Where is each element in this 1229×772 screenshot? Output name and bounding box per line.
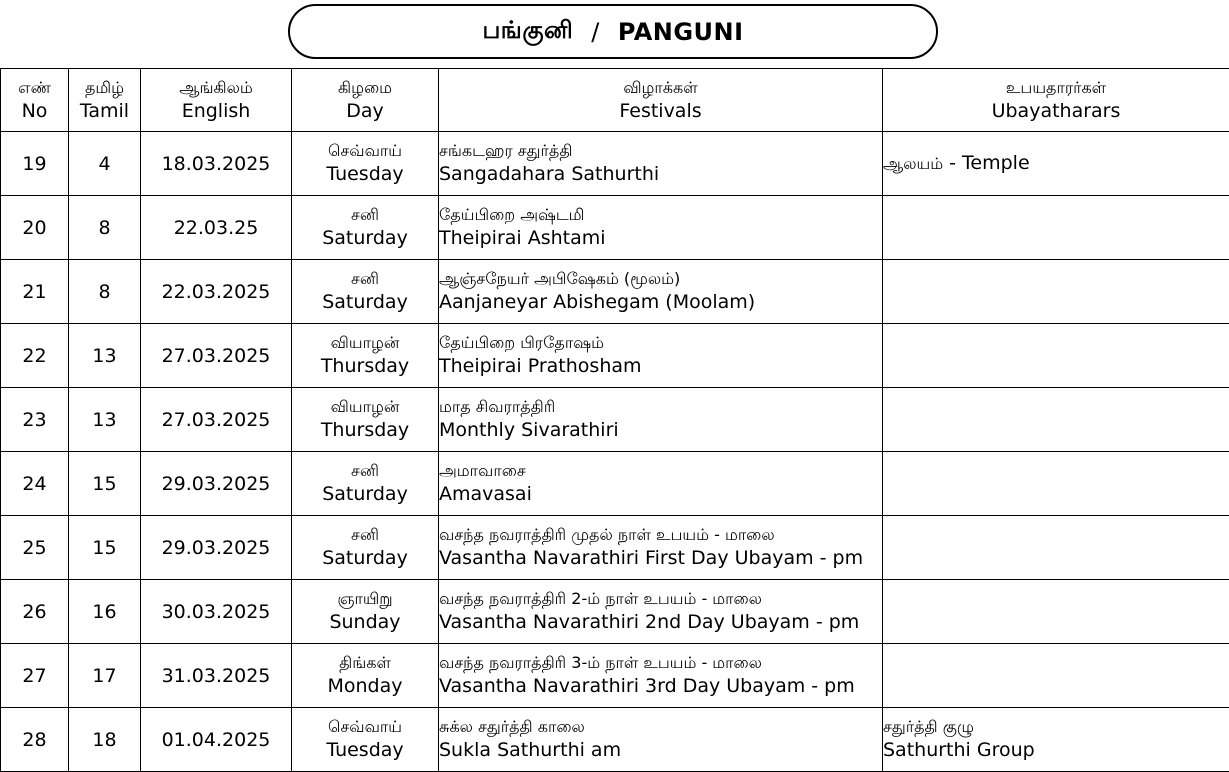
cell-no: 25 bbox=[1, 516, 69, 580]
cell-english-date: 27.03.2025 bbox=[141, 324, 292, 388]
cell-festival bbox=[439, 708, 883, 772]
ubayatharar-english: Sathurthi Group bbox=[883, 739, 1035, 761]
festival-schedule-table bbox=[0, 68, 1229, 772]
day-tamil: வியாழன் bbox=[330, 397, 400, 416]
cell-ubayatharar bbox=[883, 516, 1229, 580]
header-ubayatharars-english: Ubayatharars bbox=[991, 99, 1121, 122]
cell-no: 19 bbox=[1, 132, 69, 196]
festival-english: Vasantha Navarathiri First Day Ubayam - pm bbox=[439, 547, 864, 569]
cell-tamil-date: 18 bbox=[69, 708, 141, 772]
header-day-english: Day bbox=[346, 99, 384, 122]
cell-no: 27 bbox=[1, 644, 69, 708]
table-row bbox=[1, 644, 1229, 708]
ubayatharar-english: Temple bbox=[962, 152, 1030, 174]
table-row bbox=[1, 516, 1229, 580]
festival-english: Aanjaneyar Abishegam (Moolam) bbox=[439, 291, 756, 313]
cell-english-date: 27.03.2025 bbox=[141, 388, 292, 452]
title-english: PANGUNI bbox=[617, 17, 744, 46]
cell-festival bbox=[439, 260, 883, 324]
header-row bbox=[1, 69, 1229, 132]
cell-festival bbox=[439, 388, 883, 452]
day-english: Sunday bbox=[329, 611, 401, 633]
cell-no: 21 bbox=[1, 260, 69, 324]
festival-tamil: வசந்த நவராத்திரி 3-ம் நாள் உபயம் - மாலை bbox=[439, 653, 762, 672]
ubayatharar-line bbox=[883, 152, 1030, 174]
cell-ubayatharar bbox=[883, 708, 1229, 772]
day-english: Saturday bbox=[322, 547, 408, 569]
cell-festival bbox=[439, 324, 883, 388]
day-english: Thursday bbox=[320, 419, 410, 441]
festival-tamil: சங்கடஹர சதுர்த்தி bbox=[439, 141, 573, 160]
festival-english: Monthly Sivarathiri bbox=[439, 419, 619, 441]
cell-no: 28 bbox=[1, 708, 69, 772]
cell-no: 26 bbox=[1, 580, 69, 644]
festival-english: Sukla Sathurthi am bbox=[439, 739, 622, 761]
header-ubayatharars bbox=[883, 69, 1229, 132]
day-english: Saturday bbox=[322, 227, 408, 249]
day-english: Tuesday bbox=[326, 163, 404, 185]
festival-tamil: தேய்பிறை பிரதோஷம் bbox=[439, 333, 604, 352]
header-english-date bbox=[141, 69, 292, 132]
header-no-english: No bbox=[21, 99, 48, 122]
table-row bbox=[1, 388, 1229, 452]
cell-ubayatharar bbox=[883, 644, 1229, 708]
table-header bbox=[1, 69, 1229, 132]
day-english: Monday bbox=[327, 675, 403, 697]
cell-tamil-date: 15 bbox=[69, 516, 141, 580]
festival-english: Amavasai bbox=[439, 483, 532, 505]
festival-tamil: அமாவாசை bbox=[439, 461, 526, 480]
day-tamil: சனி bbox=[351, 461, 379, 480]
day-tamil: திங்கள் bbox=[339, 653, 391, 672]
day-tamil: ஞாயிறு bbox=[337, 589, 393, 608]
header-no-tamil: எண் bbox=[18, 77, 51, 97]
cell-english-date: 18.03.2025 bbox=[141, 132, 292, 196]
cell-tamil-date: 8 bbox=[69, 260, 141, 324]
cell-day bbox=[292, 260, 439, 324]
festival-tamil: தேய்பிறை அஷ்டமி bbox=[439, 205, 585, 224]
header-festivals-tamil: விழாக்கள் bbox=[623, 77, 698, 97]
table-row bbox=[1, 324, 1229, 388]
cell-festival bbox=[439, 132, 883, 196]
cell-day bbox=[292, 452, 439, 516]
cell-ubayatharar bbox=[883, 388, 1229, 452]
header-tamil-date bbox=[69, 69, 141, 132]
festival-tamil: ஆஞ்சநேயர் அபிஷேகம் (மூலம்) bbox=[439, 269, 681, 288]
day-english: Thursday bbox=[320, 355, 410, 377]
header-festivals-english: Festivals bbox=[619, 99, 702, 122]
table-row bbox=[1, 580, 1229, 644]
cell-festival bbox=[439, 452, 883, 516]
table-row bbox=[1, 196, 1229, 260]
header-day bbox=[292, 69, 439, 132]
header-tamil-date-tamil: தமிழ் bbox=[84, 77, 125, 97]
cell-english-date: 22.03.2025 bbox=[141, 260, 292, 324]
festival-english: Vasantha Navarathiri 2nd Day Ubayam - pm bbox=[439, 611, 860, 633]
cell-festival bbox=[439, 644, 883, 708]
cell-english-date: 22.03.25 bbox=[141, 196, 292, 260]
ubayatharar-separator: - bbox=[943, 152, 963, 174]
cell-english-date: 29.03.2025 bbox=[141, 452, 292, 516]
cell-tamil-date: 8 bbox=[69, 196, 141, 260]
ubayatharar-tamil: ஆலயம் bbox=[883, 154, 944, 173]
ubayatharar-tamil: சதுர்த்தி குழு bbox=[883, 717, 974, 736]
table-row bbox=[1, 708, 1229, 772]
cell-tamil-date: 4 bbox=[69, 132, 141, 196]
cell-tamil-date: 13 bbox=[69, 388, 141, 452]
cell-day bbox=[292, 644, 439, 708]
cell-day bbox=[292, 516, 439, 580]
day-tamil: சனி bbox=[351, 205, 379, 224]
cell-ubayatharar bbox=[883, 132, 1229, 196]
cell-tamil-date: 17 bbox=[69, 644, 141, 708]
header-festivals bbox=[439, 69, 883, 132]
cell-day bbox=[292, 708, 439, 772]
day-tamil: செவ்வாய் bbox=[327, 717, 402, 736]
page-title bbox=[288, 4, 938, 59]
day-tamil: செவ்வாய் bbox=[327, 141, 402, 160]
cell-festival bbox=[439, 196, 883, 260]
day-english: Saturday bbox=[322, 483, 408, 505]
day-english: Tuesday bbox=[326, 739, 404, 761]
table-row bbox=[1, 132, 1229, 196]
table-body bbox=[1, 132, 1229, 772]
cell-tamil-date: 13 bbox=[69, 324, 141, 388]
cell-tamil-date: 16 bbox=[69, 580, 141, 644]
title-tamil: பங்குனி bbox=[482, 16, 574, 44]
cell-english-date: 29.03.2025 bbox=[141, 516, 292, 580]
festival-english: Theipirai Prathosham bbox=[439, 355, 642, 377]
festival-tamil: மாத சிவராத்திரி bbox=[439, 397, 556, 416]
cell-festival bbox=[439, 516, 883, 580]
cell-ubayatharar bbox=[883, 580, 1229, 644]
day-tamil: சனி bbox=[351, 269, 379, 288]
header-day-tamil: கிழமை bbox=[338, 77, 392, 97]
cell-day bbox=[292, 132, 439, 196]
header-english-date-english: English bbox=[181, 99, 251, 122]
title-separator: / bbox=[591, 17, 600, 46]
cell-no: 22 bbox=[1, 324, 69, 388]
day-tamil: வியாழன் bbox=[330, 333, 400, 352]
cell-no: 24 bbox=[1, 452, 69, 516]
cell-ubayatharar bbox=[883, 260, 1229, 324]
cell-day bbox=[292, 388, 439, 452]
festival-english: Vasantha Navarathiri 3rd Day Ubayam - pm bbox=[439, 675, 855, 697]
cell-day bbox=[292, 196, 439, 260]
cell-english-date: 01.04.2025 bbox=[141, 708, 292, 772]
table-row bbox=[1, 452, 1229, 516]
festival-english: Theipirai Ashtami bbox=[439, 227, 606, 249]
cell-english-date: 30.03.2025 bbox=[141, 580, 292, 644]
day-english: Saturday bbox=[322, 291, 408, 313]
cell-no: 20 bbox=[1, 196, 69, 260]
cell-english-date: 31.03.2025 bbox=[141, 644, 292, 708]
cell-ubayatharar bbox=[883, 324, 1229, 388]
header-ubayatharars-tamil: உபயதாரர்கள் bbox=[1005, 77, 1107, 97]
cell-festival bbox=[439, 580, 883, 644]
festival-tamil: வசந்த நவராத்திரி முதல் நாள் உபயம் - மாலை bbox=[439, 525, 775, 544]
festival-english: Sangadahara Sathurthi bbox=[439, 163, 660, 185]
festival-tamil: சுக்ல சதுர்த்தி காலை bbox=[439, 717, 585, 736]
cell-no: 23 bbox=[1, 388, 69, 452]
header-tamil-date-english: Tamil bbox=[79, 99, 130, 122]
day-tamil: சனி bbox=[351, 525, 379, 544]
festival-tamil: வசந்த நவராத்திரி 2-ம் நாள் உபயம் - மாலை bbox=[439, 589, 762, 608]
header-no bbox=[1, 69, 69, 132]
header-english-date-tamil: ஆங்கிலம் bbox=[179, 77, 253, 97]
cell-tamil-date: 15 bbox=[69, 452, 141, 516]
cell-ubayatharar bbox=[883, 196, 1229, 260]
cell-ubayatharar bbox=[883, 452, 1229, 516]
cell-day bbox=[292, 324, 439, 388]
table-row bbox=[1, 260, 1229, 324]
cell-day bbox=[292, 580, 439, 644]
